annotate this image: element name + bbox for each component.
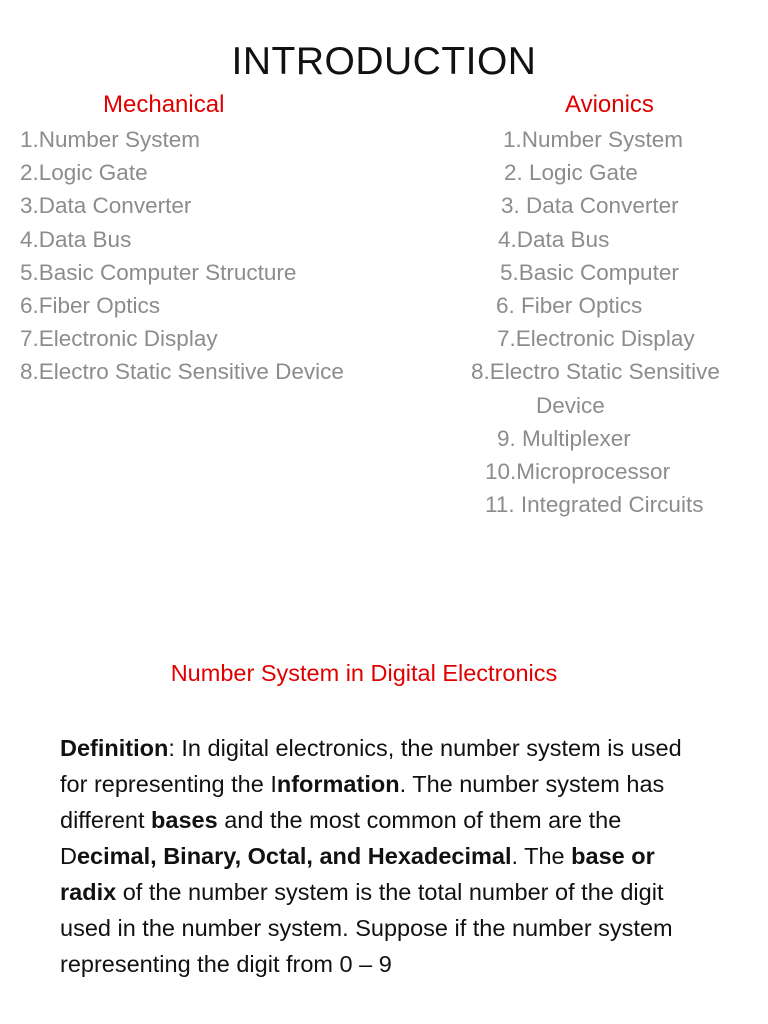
list-item: 6.Fiber Optics <box>20 293 161 319</box>
avionics-heading: Avionics <box>565 91 654 118</box>
page-title: INTRODUCTION <box>231 40 537 83</box>
list-item-text: 6. Fiber Optics <box>496 292 643 318</box>
list-item <box>0 389 768 422</box>
list-item: 1.Number System <box>20 127 201 152</box>
avionics-list <box>0 123 768 521</box>
list-item <box>0 289 768 322</box>
list-item-text: 4.Data Bus <box>498 226 610 252</box>
definition-run: and the most common of them are the D <box>60 807 622 869</box>
list-item-text: Device <box>536 392 605 418</box>
list-item: 2.Logic Gate <box>20 160 148 186</box>
definition-run: . The number system has different <box>60 771 665 833</box>
list-item <box>0 156 768 189</box>
list-item: 3.Data Converter <box>20 193 192 219</box>
definition-run: . The <box>511 843 572 869</box>
definition-paragraph <box>60 730 700 982</box>
list-item <box>0 223 768 256</box>
section-heading: Number System in Digital Electronics <box>170 660 558 686</box>
list-item-text: 5.Basic Computer <box>500 259 679 285</box>
definition-run: bases <box>151 807 218 833</box>
list-item <box>0 488 768 521</box>
list-item <box>0 322 768 355</box>
list-item <box>0 422 768 455</box>
list-item: 8.Electro Static Sensitive Device <box>20 359 344 385</box>
list-item <box>0 256 768 289</box>
definition-run: base or radix <box>60 843 655 905</box>
list-item-text: 9. Multiplexer <box>497 425 631 451</box>
mechanical-heading: Mechanical <box>103 91 225 118</box>
list-item <box>0 189 768 222</box>
list-item-text: 2. Logic Gate <box>504 160 638 186</box>
definition-run: ecimal, Binary, Octal, and Hexadecimal <box>76 843 512 869</box>
definition-run: nformation <box>276 771 400 797</box>
list-item <box>0 123 768 156</box>
list-item-text: 3. Data Converter <box>501 193 679 219</box>
list-item <box>0 355 768 388</box>
list-item: 7.Electronic Display <box>20 326 218 352</box>
list-item-text: 8.Electro Static Sensitive <box>471 359 720 385</box>
list-item: 4.Data Bus <box>20 226 132 252</box>
list-item-text: 11. Integrated Circuits <box>485 492 704 518</box>
list-item <box>0 455 768 488</box>
list-item-text: 7.Electronic Display <box>497 326 695 352</box>
definition-run: Definition <box>60 735 169 761</box>
list-item: 5.Basic Computer Structure <box>20 259 297 285</box>
list-item-text: 10.Microprocessor <box>485 458 671 484</box>
definition-run: : In digital electronics, the number system is used for representing the I <box>60 735 682 797</box>
list-item-text: 1.Number System <box>503 127 684 152</box>
definition-run: of the number system is the total number of the digit used in the number system. Suppose if the number system representing the digit from 0 – 9 <box>60 879 673 977</box>
